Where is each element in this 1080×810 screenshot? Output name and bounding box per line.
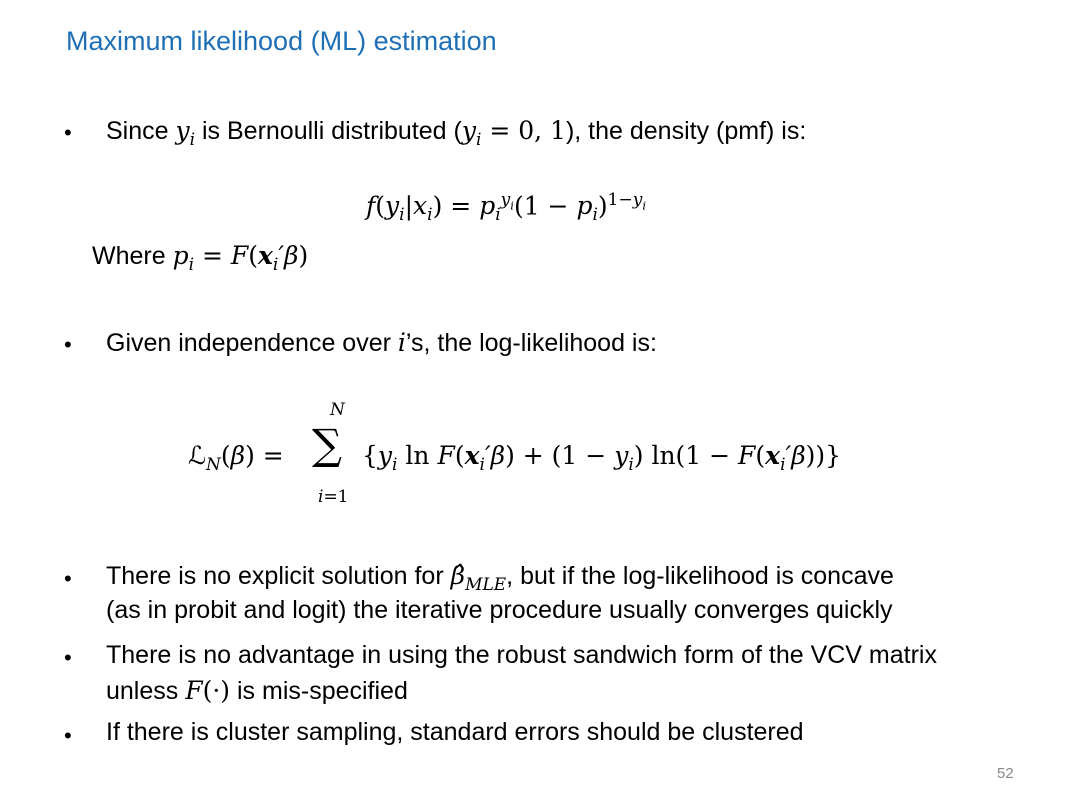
where-line: Where $p_i = F(x_i'\beta)$ [92, 241, 309, 275]
pmf-formula: $f(y_i|x_i) = p_i^{y_i}(1 - p_i)^{1-y_i}$ [366, 190, 647, 226]
bullet-marker: • [64, 566, 72, 591]
bullet-marker: • [64, 723, 72, 748]
log-likelihood-lhs: ℒ$_N$(β) = [188, 441, 284, 475]
bullet-2-text: Given independence over i’s, the log-likelihood is: [106, 328, 657, 357]
bullet-1-text: Since $y_i$ is Bernoulli distributed ($y_i = 0$, 1), the density (pmf) is: [106, 116, 807, 150]
log-likelihood-body: {$y_i$ $\ln F(x_i'\beta) + (1 - y_i) \ln(1 - F(x_i'\beta))$} [362, 441, 842, 475]
page-number: 52 [997, 765, 1014, 782]
bullet-marker: • [64, 120, 72, 145]
bullet-marker: • [64, 645, 72, 670]
bullet-4-line-1: There is no advantage in using the robust sandwich form of the VCV matrix [106, 641, 937, 669]
summation-symbol: ∑ [312, 420, 342, 469]
math-y-i: $y_i$ [175, 116, 196, 150]
bullet-4-line-2: unless F(·) is mis-specified [106, 676, 408, 705]
bullet-5-text: If there is cluster sampling, standard errors should be clustered [106, 718, 804, 746]
slide-title: Maximum likelihood (ML) estimation [66, 26, 497, 56]
bullet-3-line-1: There is no explicit solution for $\betâ_{MLE}$, but if the log-likelihood is concave [106, 561, 894, 595]
sum-upper-limit: N [330, 400, 345, 420]
math-y-i-2: $y_i$ [461, 116, 482, 150]
bullet-3-line-2: (as in probit and logit) the iterative procedure usually converges quickly [106, 596, 893, 624]
bullet-marker: • [64, 332, 72, 357]
sum-lower-limit: i=1 [318, 487, 349, 507]
